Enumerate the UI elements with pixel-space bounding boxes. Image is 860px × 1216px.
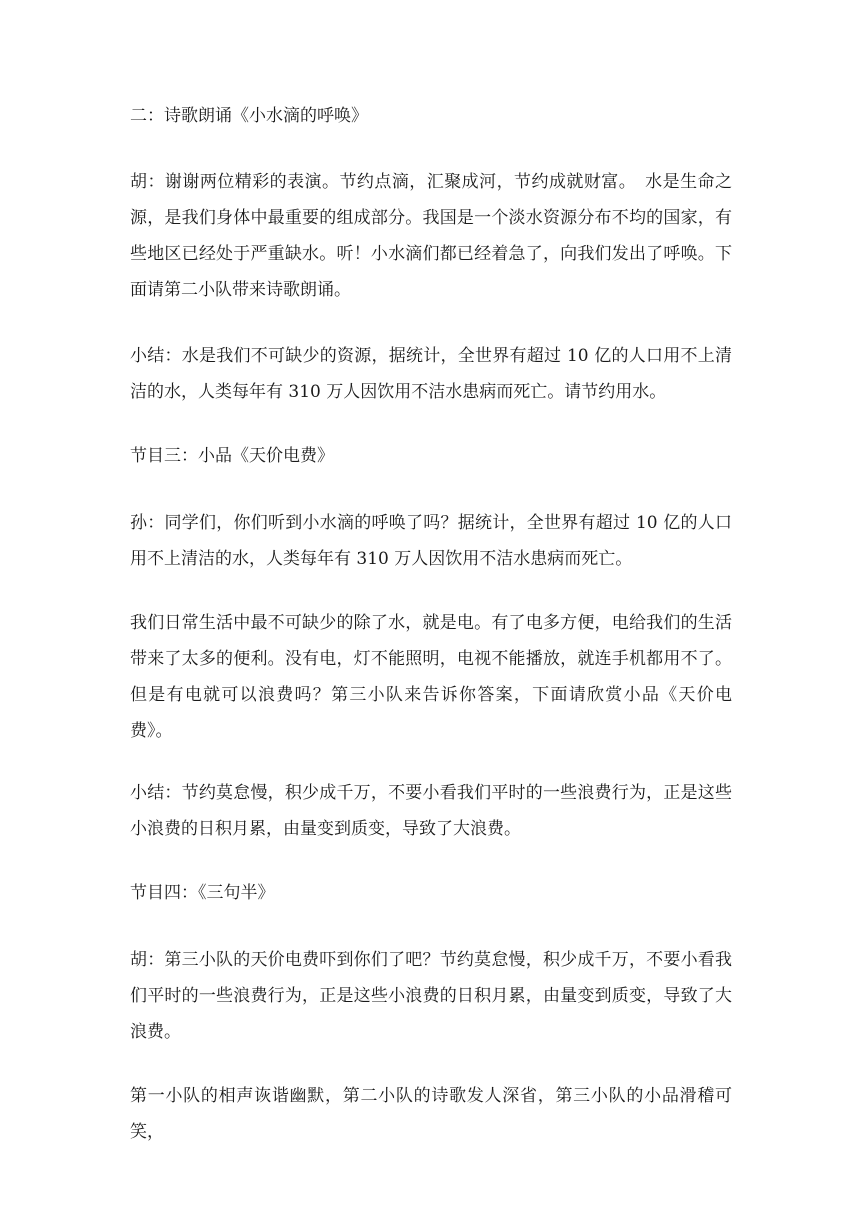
heading-program-four: 节目四：《三句半》 xyxy=(130,883,275,903)
paragraph-hu-recap: 胡：第三小队的天价电费吓到你们了吧？节约莫怠慢，积少成千万，不要小看我们平时的一些浪费行为，正是这些小浪费的日积月累，由量变到质变，导致了大浪费。 xyxy=(130,950,732,1042)
heading-program-two: 二：诗歌朗诵《小水滴的呼唤》 xyxy=(130,106,368,126)
paragraph-electricity: 我们日常生活中最不可缺少的除了水，就是电。有了电多方便，电给我们的生活带来了太多的便利。没有电，灯不能照明，电视不能播放，就连手机都用不了。但是有电就可以浪费吗？第三小队来告诉你答案，下面请欣赏小品《天价电费》。 xyxy=(130,613,732,741)
paragraph-summary-water: 小结：水是我们不可缺少的资源，据统计，全世界有超过 10 亿的人口用不上清洁的水，人类每年有 310 万人因饮用不洁水患病而死亡。请节约用水。 xyxy=(130,346,732,402)
heading-program-three: 节目三：小品《天价电费》 xyxy=(130,446,334,466)
paragraph-summary-waste: 小结：节约莫怠慢，积少成千万，不要小看我们平时的一些浪费行为，正是这些小浪费的日积月累，由量变到质变，导致了大浪费。 xyxy=(130,783,732,839)
paragraph-hu-intro-poem: 胡：谢谢两位精彩的表演。节约点滴，汇聚成河，节约成就财富。 水是生命之源，是我们身体中最重要的组成部分。我国是一个淡水资源分布不均的国家，有些地区已经处于严重缺水。听！小水滴们都已经着急了，向我们发出了呼唤。下面请第二小队带来诗歌朗诵。 xyxy=(130,172,732,300)
paragraph-sun-question: 孙：同学们，你们听到小水滴的呼唤了吗？据统计，全世界有超过 10 亿的人口用不上清洁的水，人类每年有 310 万人因饮用不洁水患病而死亡。 xyxy=(130,513,732,569)
paragraph-teams-summary: 第一小队的相声诙谐幽默，第二小队的诗歌发人深省，第三小队的小品滑稽可笑， xyxy=(130,1086,732,1142)
